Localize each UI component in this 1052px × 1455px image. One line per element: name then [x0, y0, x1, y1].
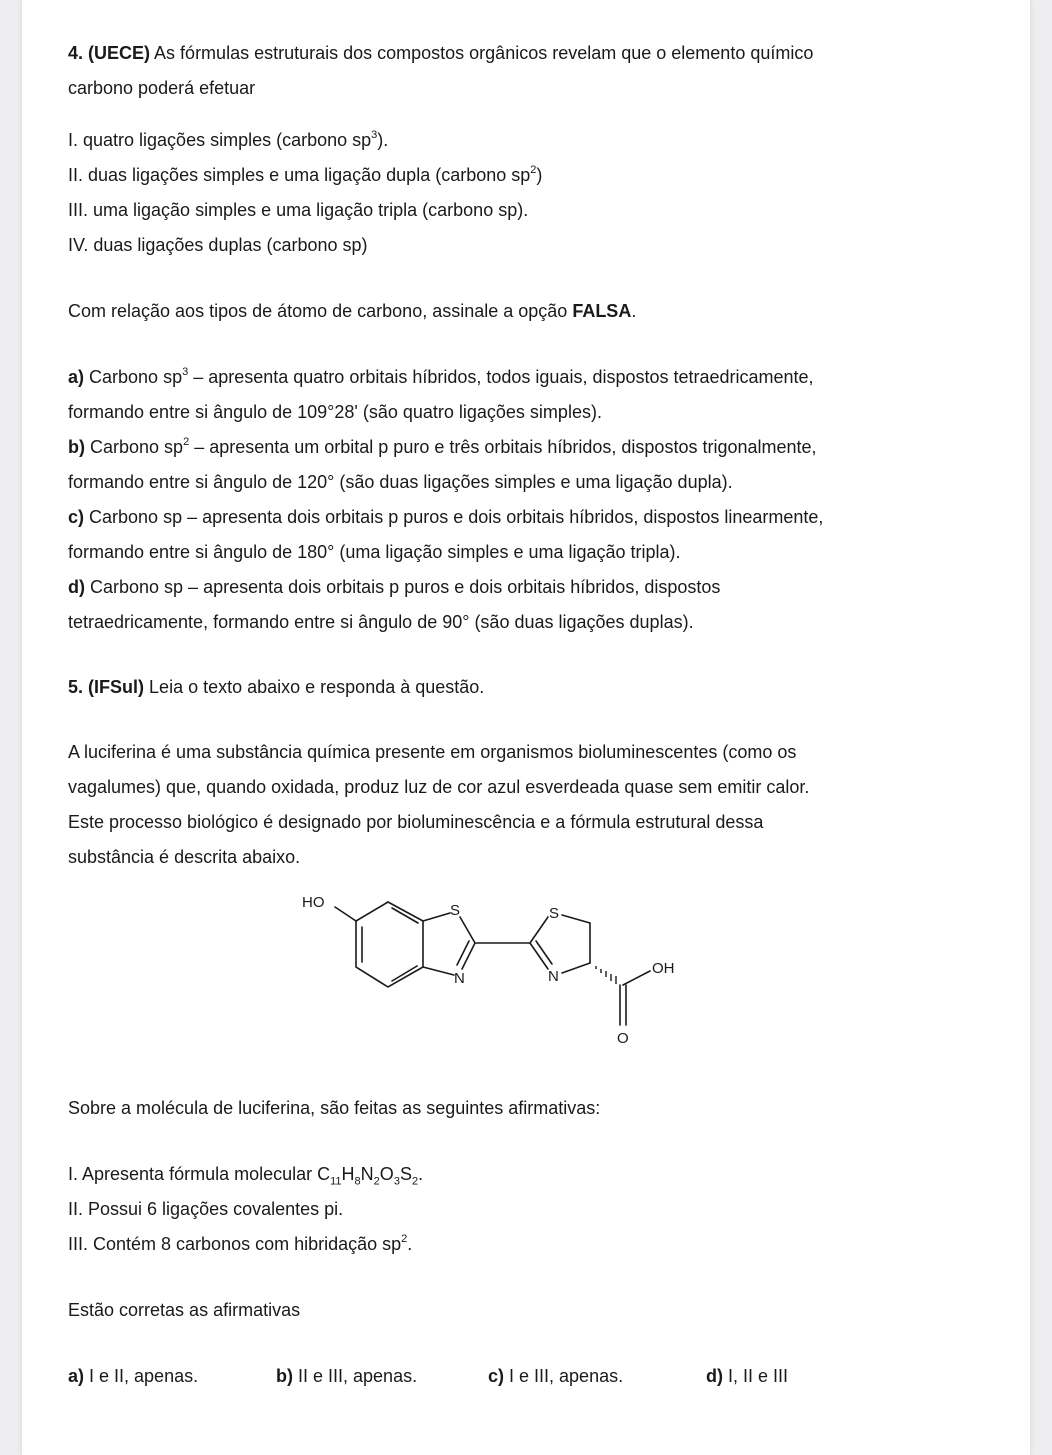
q4-stem-line-2: carbono poderá efetuar: [68, 78, 256, 98]
q5-statement-3: III. Contém 8 carbonos com hibridação $sp^2$.: [68, 1233, 413, 1254]
q4-item-4: IV. duas ligações duplas (carbono sp): [68, 235, 368, 255]
carboxyl-bond: [623, 971, 650, 985]
label-s2: S: [549, 905, 560, 922]
hashed-wedge: [596, 966, 616, 984]
q5-stem: 5. (IFSul) Leia o texto abaixo e responda à questão.: [68, 677, 485, 697]
falsa-keyword: FALSA: [572, 301, 632, 321]
c2-n1-bond: [462, 943, 475, 969]
label-o: O: [617, 1030, 629, 1047]
answer-d[interactable]: d) I, II e III: [706, 1366, 789, 1386]
label-n1: N: [454, 970, 465, 987]
q5-paragraph-line-3: Este processo biológico é designado por bioluminescência e a fórmula estrutural dessa: [68, 812, 764, 832]
answer-b[interactable]: b) II e III, apenas.: [276, 1366, 418, 1386]
n1-bond-a: [423, 967, 454, 975]
luciferin-structure: [68, 883, 934, 1091]
q4-item-1: I. quatro ligações simples (carbono $sp^3$).: [68, 129, 389, 150]
q5-prompt: Estão corretas as afirmativas: [68, 1300, 301, 1320]
q5-paragraph-line-2: vagalumes) que, quando oxidada, produz luz de cor azul esverdeada quase sem emitir calor.: [68, 777, 810, 797]
q4-option-c: c) Carbono sp – apresenta dois orbitais p puros e dois orbitais híbridos, dispostos linearmente,: [68, 507, 824, 527]
luciferin-structure-svg: [290, 883, 710, 1083]
q5-about: Sobre a molécula de luciferina, são feitas as seguintes afirmativas:: [68, 1098, 601, 1118]
answer-a[interactable]: a) I e II, apenas.: [68, 1366, 199, 1386]
q4-instruction: Com relação aos tipos de átomo de carbono, assinale a opção FALSA.: [68, 301, 637, 321]
s1-bond-a: [423, 913, 450, 921]
benzene-ring: [356, 902, 423, 987]
q4-source: (UECE): [88, 43, 151, 63]
q4-item-3: III. uma ligação simples e uma ligação tripla (carbono sp).: [68, 200, 529, 220]
document-content: [68, 36, 934, 1394]
n2-bond: [562, 963, 590, 973]
q4-number: 4.: [68, 43, 84, 63]
s2-bond-a: [530, 917, 548, 943]
q4-option-d-line-2: tetraedricamente, formando entre si ângulo de 90° (são duas ligações duplas).: [68, 612, 694, 632]
q4-option-b-line-2: formando entre si ângulo de 120° (são duas ligações simples e uma ligação dupla).: [68, 472, 733, 492]
q5-paragraph-line-1: A luciferina é uma substância química presente em organismos bioluminescentes (como os: [68, 742, 797, 762]
q5-paragraph-line-4: substância é descrita abaixo.: [68, 847, 301, 867]
label-n2: N: [548, 968, 559, 985]
q4-option-b: b) Carbono $sp^2$ – apresenta um orbital p puro e três orbitais híbridos, dispostos trigonalmente,: [68, 436, 817, 457]
q4-stem-line-1: As fórmulas estruturais dos compostos orgânicos revelam que o elemento químico: [154, 43, 814, 63]
label-s1: S: [450, 902, 461, 919]
label-oh: OH: [652, 960, 675, 977]
c2-n2-bond: [530, 943, 548, 969]
q4-option-a: a) Carbono $sp^3$ – apresenta quatro orbitais híbridos, todos iguais, dispostos tetraedricamente,: [68, 366, 814, 387]
c2-n1-double: [457, 941, 469, 965]
c2-n2-double: [536, 941, 552, 964]
answer-c[interactable]: c) I e III, apenas.: [488, 1366, 624, 1386]
benzene-double-3: [392, 966, 417, 981]
q4-option-a-line-2: formando entre si ângulo de 109°28' (são quatro ligações simples).: [68, 402, 602, 422]
q4-item-2: II. duas ligações simples e uma ligação dupla (carbono $sp^2$): [68, 164, 543, 185]
document-page: [22, 0, 1030, 1455]
q5-number: 5.: [68, 677, 84, 697]
q4-option-c-line-2: formando entre si ângulo de 180° (uma ligação simples e uma ligação tripla).: [68, 542, 681, 562]
s2-bond-b: [562, 915, 590, 923]
ho-bond: [335, 907, 356, 921]
q5-statement-1: I. Apresenta fórmula molecular $C_{11}H_8N_2O_3S_2$.: [68, 1164, 424, 1188]
label-ho: HO: [302, 894, 325, 911]
s1-bond-b: [460, 917, 475, 943]
q4-stem: [68, 36, 934, 71]
q5-source: (IFSul): [88, 677, 145, 697]
q5-answer-choices: [68, 1359, 934, 1394]
q5-statement-2: II. Possui 6 ligações covalentes pi.: [68, 1199, 344, 1219]
q4-option-d: d) Carbono sp – apresenta dois orbitais p puros e dois orbitais híbridos, dispostos: [68, 577, 721, 597]
